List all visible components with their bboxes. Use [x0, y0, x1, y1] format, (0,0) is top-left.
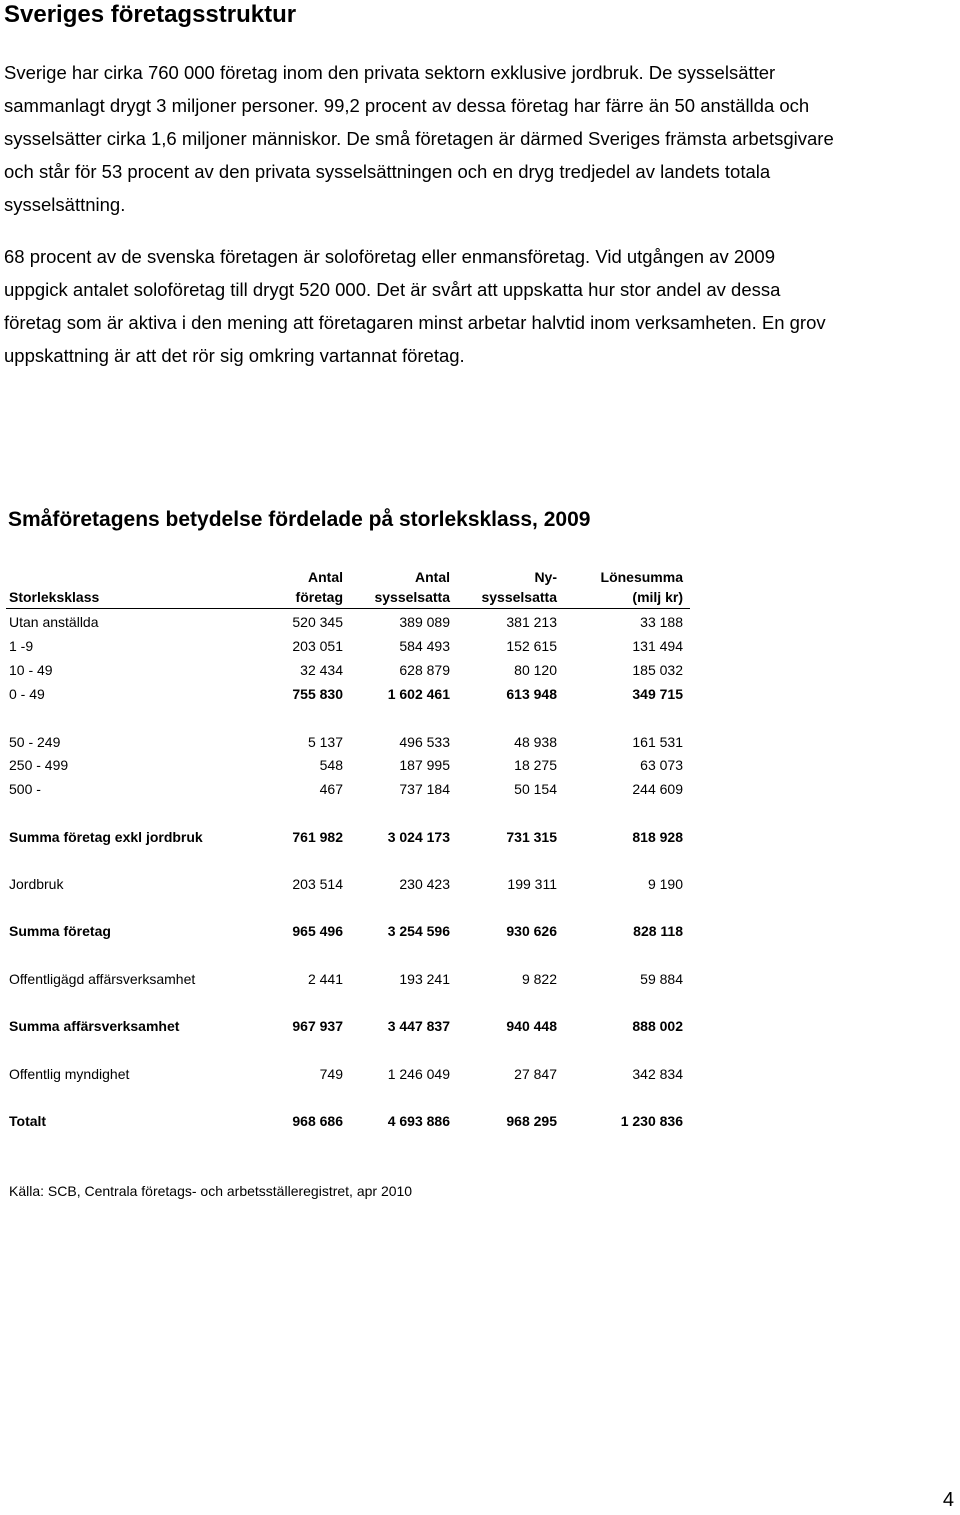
row-value: 185 032: [632, 662, 683, 678]
paragraph-line: uppgick antalet soloföretag till drygt 520 000. Det är svårt att uppskatta hur stor andel av dessa: [4, 279, 781, 300]
row-label: 50 - 249: [9, 734, 61, 750]
table-row: [6, 873, 690, 895]
table-row: [6, 754, 690, 776]
paragraph-line: och står för 53 procent av den privata sysselsättningen och en dryg tredjedel av landets totala: [4, 161, 771, 182]
row-label: Offentlig myndighet: [9, 1066, 130, 1082]
row-value: 3 024 173: [387, 829, 450, 845]
table-row: [6, 659, 690, 681]
table-row: [6, 968, 690, 990]
paragraph-line: sysselsätter cirka 1,6 miljoner människor. De små företagen är därmed Sveriges främsta arbetsgivare: [4, 128, 834, 149]
row-value: 48 938: [514, 734, 557, 750]
row-value: 80 120: [514, 662, 557, 678]
table-row: [6, 683, 690, 705]
row-value: 244 609: [632, 781, 683, 797]
row-label: Jordbruk: [9, 876, 64, 892]
row-value: 9 822: [521, 971, 557, 987]
row-value: 888 002: [632, 1018, 683, 1034]
row-value: 161 531: [632, 734, 683, 750]
row-value: 9 190: [647, 876, 683, 892]
row-value: 496 533: [399, 734, 450, 750]
row-value: 203 051: [292, 638, 343, 654]
header-text: (milj kr): [632, 589, 683, 605]
row-value: 342 834: [632, 1066, 683, 1082]
row-label: Offentligägd affärsverksamhet: [9, 971, 196, 987]
row-value: 520 345: [292, 614, 343, 630]
row-value: 968 686: [292, 1113, 343, 1129]
row-label: Summa företag exkl jordbruk: [9, 829, 203, 845]
row-value: 731 315: [506, 829, 557, 845]
row-value: 63 073: [640, 757, 683, 773]
row-value: 613 948: [506, 686, 557, 702]
row-label: 10 - 49: [9, 662, 53, 678]
row-value: 828 118: [633, 923, 683, 939]
solo-companies-paragraph: [4, 240, 956, 372]
table-row: [6, 826, 690, 848]
header-employed: [374, 567, 450, 607]
row-value: 3 254 596: [387, 923, 450, 939]
table-row: [6, 731, 690, 753]
header-text: sysselsatta: [374, 589, 450, 605]
row-value: 50 154: [514, 781, 557, 797]
row-value: 965 496: [292, 923, 343, 939]
source-note: Källa: SCB, Centrala företags- och arbetsställeregistret, apr 2010: [9, 1183, 413, 1199]
table-row: [6, 920, 690, 942]
row-value: 628 879: [399, 662, 450, 678]
row-value: 187 995: [399, 757, 450, 773]
row-value: 27 847: [514, 1066, 557, 1082]
table-row: [6, 778, 690, 800]
row-value: 2 441: [307, 971, 343, 987]
row-label: 250 - 499: [9, 757, 69, 773]
header-text: Lönesumma: [600, 569, 683, 585]
row-value: 1 246 049: [387, 1066, 450, 1082]
row-value: 968 295: [506, 1113, 557, 1129]
page-heading: Sveriges företagsstruktur: [4, 1, 297, 28]
row-value: 584 493: [399, 638, 450, 654]
page-number: 4: [942, 1489, 954, 1511]
paragraph-line: uppskattning är att det rör sig omkring vartannat företag.: [4, 345, 465, 366]
paragraph-line: 68 procent av de svenska företagen är soloföretag eller enmansföretag. Vid utgången av 2009: [4, 246, 776, 267]
header-size-class: [9, 587, 99, 607]
row-value: 349 715: [632, 686, 683, 702]
table-row: [6, 611, 690, 633]
row-value: 1 230 836: [620, 1113, 683, 1129]
paragraph-line: Sverige har cirka 760 000 företag inom den privata sektorn exklusive jordbruk. De sysselsätter: [4, 62, 776, 83]
paragraph-line: sammanlagt drygt 3 miljoner personer. 99,2 procent av dessa företag har färre än 50 anställda och: [4, 95, 810, 116]
row-label: Summa företag: [9, 923, 111, 939]
header-text: sysselsatta: [481, 589, 557, 605]
row-label: Totalt: [9, 1113, 47, 1129]
row-value: 389 089: [399, 614, 450, 630]
table-row: [6, 1110, 690, 1132]
row-value: 930 626: [506, 923, 557, 939]
row-value: 1 602 461: [387, 686, 450, 702]
table-row: [6, 635, 690, 657]
table-header: [6, 566, 690, 609]
row-value: 199 311: [507, 876, 557, 892]
row-label: Utan anställda: [9, 614, 99, 630]
row-label: 500 -: [9, 781, 41, 797]
row-value: 203 514: [292, 876, 343, 892]
row-value: 3 447 837: [387, 1018, 450, 1034]
row-value: 737 184: [399, 781, 450, 797]
header-text: Ny-: [534, 569, 557, 585]
row-value: 548: [319, 757, 343, 773]
row-value: 818 928: [632, 829, 683, 845]
row-label: Summa affärsverksamhet: [9, 1018, 180, 1034]
row-value: 467: [319, 781, 343, 797]
row-value: 131 494: [632, 638, 683, 654]
header-payroll: [601, 567, 683, 607]
header-text: Antal: [415, 569, 450, 585]
paragraph-line: företag som är aktiva i den mening att företagaren minst arbetar halvtid inom verksamheten. En grov: [4, 312, 826, 333]
header-text: Antal: [308, 569, 343, 585]
header-text: företag: [295, 589, 343, 605]
row-value: 59 884: [640, 971, 683, 987]
paragraph-line: sysselsättning.: [4, 194, 126, 215]
row-label: 1 -9: [9, 638, 34, 654]
row-value: 940 448: [506, 1018, 557, 1034]
row-value: 967 937: [292, 1018, 343, 1034]
header-companies: [296, 567, 343, 607]
row-value: 33 188: [640, 614, 683, 630]
row-value: 4 693 886: [387, 1113, 450, 1129]
row-value: 152 615: [506, 638, 557, 654]
row-value: 381 213: [506, 614, 557, 630]
row-value: 18 275: [514, 757, 557, 773]
table-row: [6, 1015, 690, 1037]
row-value: 193 241: [399, 971, 450, 987]
row-label: 0 - 49: [9, 686, 45, 702]
header-new-employed: [481, 567, 557, 607]
header-text: Storleksklass: [9, 589, 100, 605]
row-value: 761 982: [292, 829, 343, 845]
table-title: Småföretagens betydelse fördelade på storleksklass, 2009: [8, 508, 591, 531]
table-row: [6, 1063, 690, 1085]
row-value: 755 830: [292, 686, 343, 702]
row-value: 749: [319, 1066, 343, 1082]
intro-paragraph: [4, 56, 956, 221]
row-value: 230 423: [399, 876, 450, 892]
row-value: 32 434: [300, 662, 343, 678]
row-value: 5 137: [307, 734, 343, 750]
